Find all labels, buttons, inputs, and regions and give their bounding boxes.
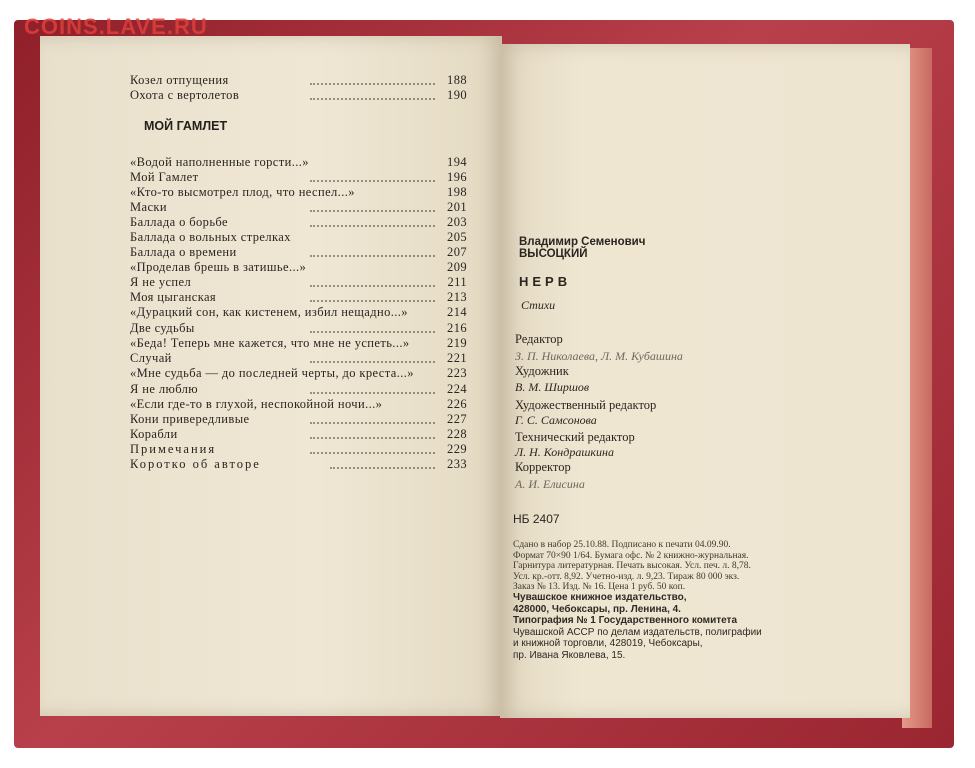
imprint-line: Сдано в набор 25.10.88. Подписано к печати 04.09.90. <box>513 540 731 550</box>
credit-name: З. П. Николаева, Л. М. Кубашина <box>515 349 683 363</box>
leader-dots <box>310 255 435 257</box>
credit-name: В. М. Ширшов <box>515 380 590 394</box>
toc-title: Корабли <box>130 426 178 441</box>
toc-item <box>130 290 475 305</box>
toc-item <box>130 457 475 472</box>
toc-item <box>130 366 475 382</box>
table-of-contents <box>130 73 475 472</box>
book-title: НЕРВ <box>519 274 572 289</box>
toc-page: 224 <box>447 381 467 396</box>
publisher-line: Чувашское книжное издательство, <box>513 592 687 603</box>
toc-title: Баллада о борьбе <box>130 215 228 229</box>
toc-item <box>130 230 475 245</box>
toc-item <box>130 336 475 352</box>
toc-title: Я не успел <box>130 275 192 289</box>
toc-title: «Беда! Теперь мне кажется, что мне не успеть...» <box>130 335 410 350</box>
toc-page: 205 <box>447 230 467 244</box>
toc-title: Баллада о вольных стрелках <box>130 230 291 244</box>
leader-dots <box>310 452 435 454</box>
toc-item <box>130 170 475 185</box>
toc-item <box>130 185 475 200</box>
toc-item <box>130 321 475 336</box>
leader-dots <box>310 225 435 227</box>
toc-title: Маски <box>130 200 167 214</box>
toc-title: Случай <box>130 351 172 365</box>
publisher-block <box>513 592 803 661</box>
credit-role: Корректор <box>515 460 571 474</box>
toc-page: 227 <box>447 411 467 426</box>
toc-item <box>130 88 475 103</box>
publisher-line: 428000, Чебоксары, пр. Ленина, 4. <box>513 603 681 615</box>
toc-title: «Водой наполненные горсти...» <box>130 155 309 169</box>
publisher-line: и книжной торговли, 428019, Чебоксары, <box>513 638 703 649</box>
publisher-line: пр. Ивана Яковлева, 15. <box>513 649 626 661</box>
leader-dots <box>310 285 435 287</box>
toc-title: Мой Гамлет <box>130 170 199 184</box>
toc-title: «Если где-то в глухой, неспокойной ночи...» <box>130 396 383 411</box>
toc-page: 219 <box>447 335 467 350</box>
toc-item <box>130 73 475 88</box>
leader-dots <box>310 331 435 333</box>
leader-dots <box>310 392 435 394</box>
toc-title: «Проделав брешь в затишье...» <box>130 260 307 274</box>
leader-dots <box>310 437 435 439</box>
imprint-line: Усл. кр.-отт. 8,92. Учетно-изд. л. 9,23. Тираж 80 000 экз. <box>513 571 740 582</box>
toc-page: 198 <box>447 185 467 199</box>
toc-title: «Мне судьба — до последней черты, до креста...» <box>130 366 414 380</box>
author-surname: ВЫСОЦКИЙ <box>519 248 588 260</box>
toc-title: Козел отпущения <box>130 73 229 87</box>
toc-page: 188 <box>447 73 467 87</box>
toc-page: 190 <box>447 88 467 102</box>
toc-item <box>130 275 475 290</box>
toc-title: «Кто-то высмотрел плод, что неспел...» <box>130 185 355 199</box>
toc-title: Моя цыганская <box>130 290 217 304</box>
toc-page: 203 <box>447 215 467 229</box>
toc-page: 233 <box>447 456 467 471</box>
toc-page: 228 <box>447 426 467 441</box>
toc-item <box>130 215 475 230</box>
toc-page: 209 <box>447 260 467 274</box>
imprint-line: Гарнитура литературная. Печать высокая. Усл. печ. л. 8,78. <box>513 561 751 571</box>
toc-item <box>130 245 475 260</box>
toc-title: Коротко об авторе <box>130 456 261 471</box>
author-name: Владимир Семенович <box>519 236 646 248</box>
watermark-text: COINS.LAVE.RU <box>24 14 208 39</box>
publisher-line: Типография № 1 Государственного комитета <box>513 615 737 626</box>
credit-role: Художник <box>515 364 569 378</box>
toc-item <box>130 412 475 427</box>
toc-title: Охота с вертолетов <box>130 88 240 102</box>
credit-name: Г. С. Самсонова <box>515 413 597 427</box>
imprint-block <box>513 540 803 593</box>
book-genre: Стихи <box>521 298 556 312</box>
imprint-line: Заказ № 13. Изд. № 16. Цена 1 руб. 50 коп. <box>513 582 686 592</box>
toc-page: 211 <box>447 275 467 289</box>
toc-page: 201 <box>447 200 467 214</box>
toc-item <box>130 397 475 412</box>
toc-page: 207 <box>447 245 467 259</box>
toc-page: 196 <box>447 170 467 184</box>
toc-item <box>130 382 475 397</box>
toc-title: Баллада о времени <box>130 245 237 259</box>
leader-dots <box>310 300 435 302</box>
toc-page: 229 <box>447 441 467 456</box>
credit-role: Технический редактор <box>515 430 635 444</box>
toc-page: 214 <box>447 305 467 319</box>
publisher-line: Чувашской АССР по делам издательств, полиграфии <box>513 626 762 638</box>
leader-dots <box>310 361 435 363</box>
leader-dots <box>310 422 435 424</box>
toc-page: 226 <box>447 396 467 411</box>
imprint-line: Формат 70×90 1/64. Бумага офс. № 2 книжно-журнальная. <box>513 550 749 561</box>
toc-page: 213 <box>447 290 467 304</box>
leader-dots <box>310 180 435 182</box>
credit-role: Редактор <box>515 332 563 346</box>
toc-page: 216 <box>447 320 467 335</box>
toc-item <box>130 155 475 170</box>
leader-dots <box>310 83 435 85</box>
toc-item <box>130 260 475 275</box>
toc-item <box>130 442 475 457</box>
toc-item <box>130 427 475 442</box>
credit-name: А. И. Елисина <box>515 477 585 491</box>
toc-item <box>130 200 475 215</box>
toc-page: 194 <box>447 155 467 169</box>
leader-dots <box>330 467 435 469</box>
toc-title: Я не люблю <box>130 381 199 396</box>
credit-role: Художественный редактор <box>515 398 657 412</box>
toc-page: 223 <box>447 366 467 380</box>
credit-name: Л. Н. Кондрашкина <box>515 445 614 459</box>
toc-title: Кони привередливые <box>130 411 250 426</box>
toc-item <box>130 351 475 366</box>
catalog-number: НБ 2407 <box>513 512 560 526</box>
toc-title: Примечания <box>130 441 217 456</box>
toc-title: «Дурацкий сон, как кистенем, избил нещадно...» <box>130 305 408 319</box>
toc-title: Две судьбы <box>130 320 195 335</box>
toc-item <box>130 305 475 321</box>
section-heading: МОЙ ГАМЛЕТ <box>144 119 228 133</box>
toc-page: 221 <box>447 351 467 365</box>
leader-dots <box>310 98 435 100</box>
leader-dots <box>310 210 435 212</box>
